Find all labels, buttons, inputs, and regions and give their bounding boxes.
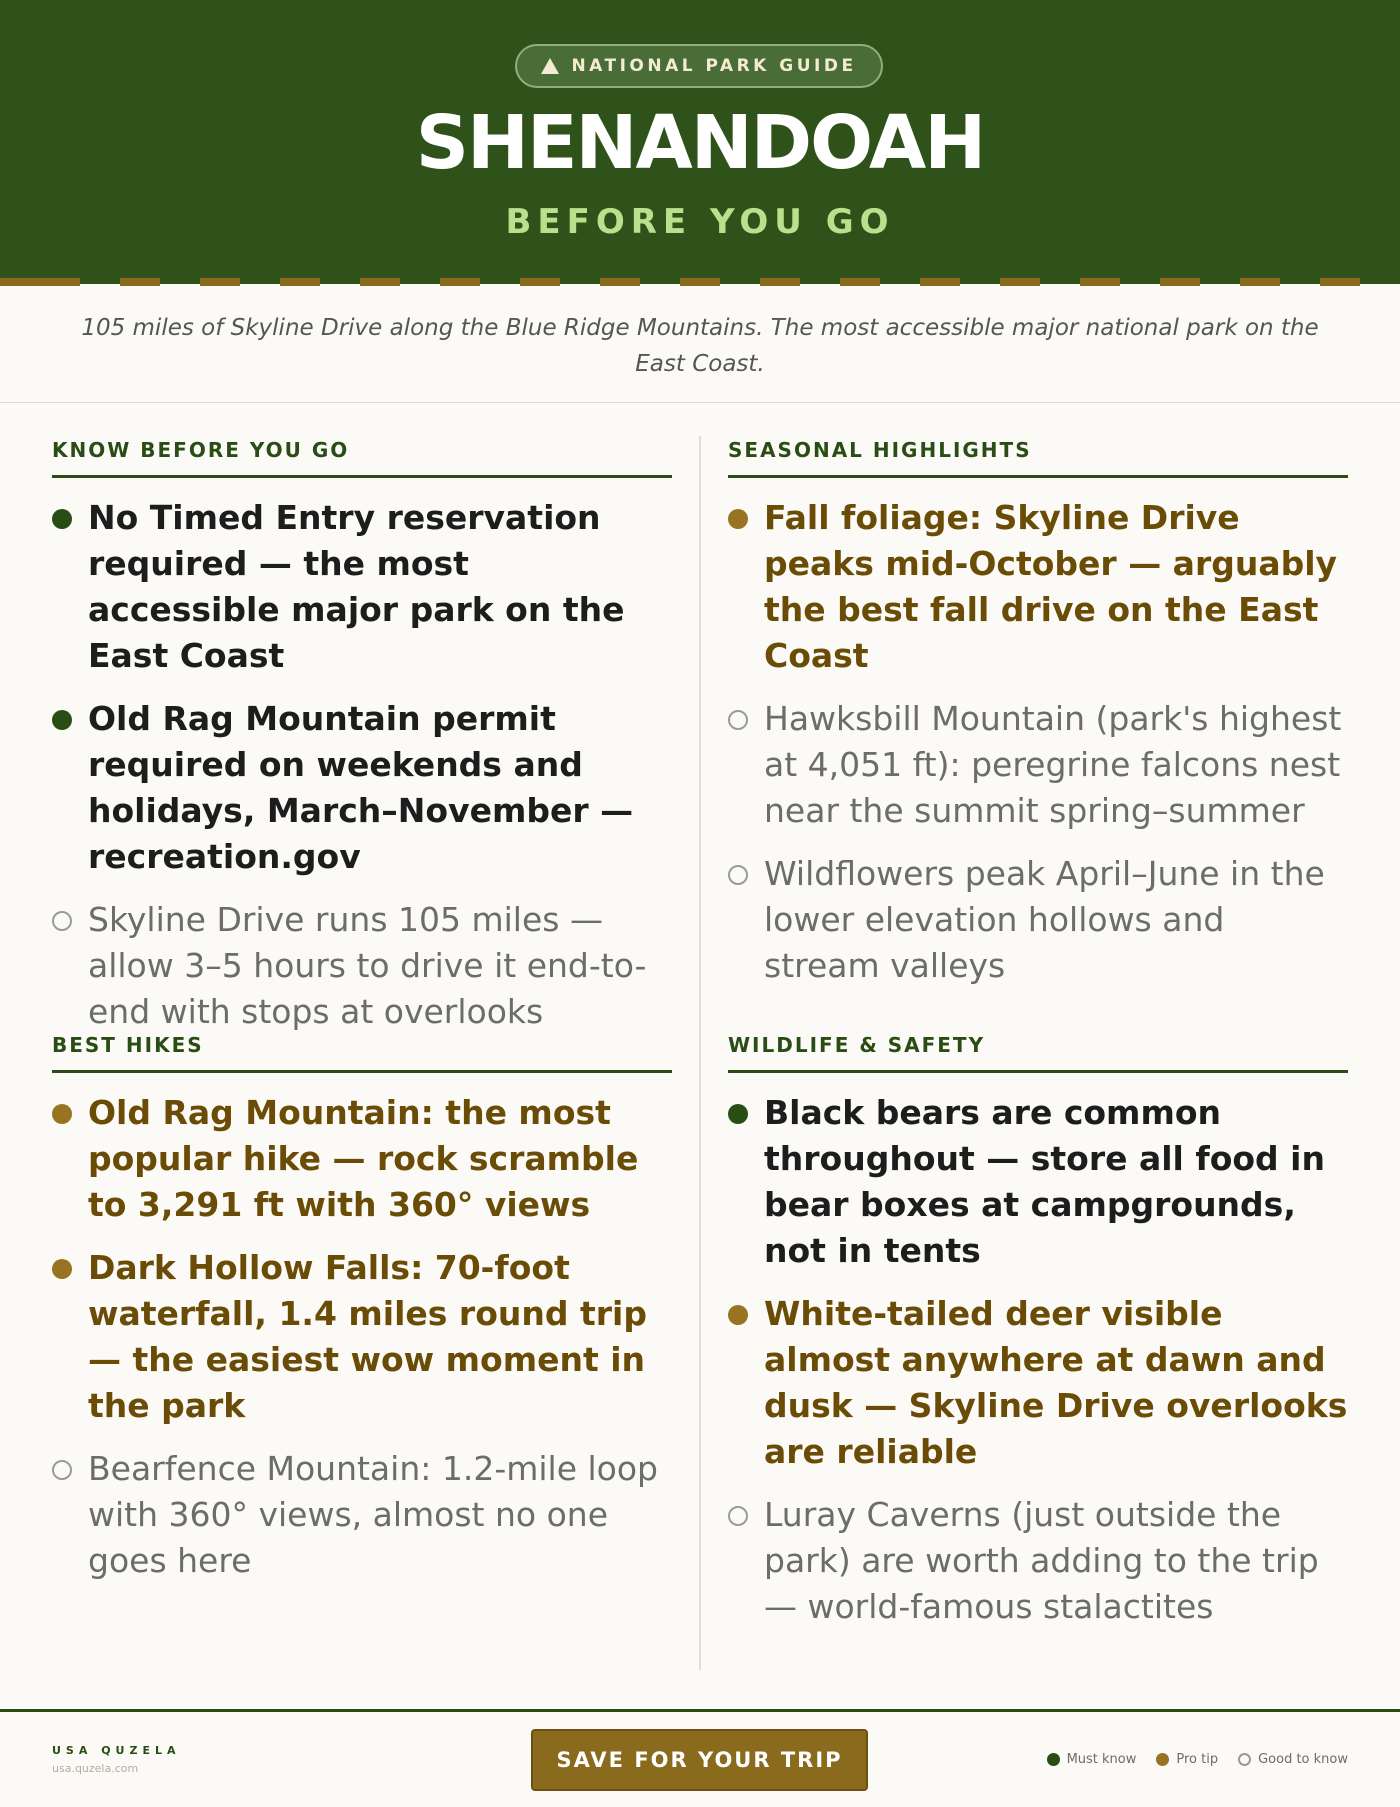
legend-label: Must know — [1066, 1752, 1137, 1767]
pro-tip-dot-icon — [728, 509, 748, 529]
list-item — [728, 851, 1348, 989]
footer-divider — [0, 1709, 1400, 1712]
list-item — [728, 495, 1348, 679]
header — [0, 0, 1400, 284]
item-text: No Timed Entry reservation required — the most accessible major park on the East Coast — [88, 498, 625, 675]
list-item — [728, 1291, 1348, 1475]
dashed-divider — [0, 278, 1400, 286]
badge-label: NATIONAL PARK GUIDE — [571, 56, 857, 76]
must-know-dot-icon — [728, 1104, 748, 1124]
good-to-know-circle-icon — [728, 1506, 748, 1526]
legend-good-to-know — [1238, 1752, 1348, 1767]
pro-tip-dot-icon — [52, 1259, 72, 1279]
section-title: SEASONAL HIGHLIGHTS — [728, 438, 1348, 478]
intro-divider — [0, 402, 1400, 403]
section-title: WILDLIFE & SAFETY — [728, 1033, 1348, 1073]
pro-tip-dot-icon — [52, 1104, 72, 1124]
save-for-trip-button[interactable]: SAVE FOR YOUR TRIP — [531, 1729, 868, 1791]
must-know-dot-icon — [1047, 1753, 1060, 1766]
good-to-know-circle-icon — [728, 710, 748, 730]
section-know-before-you-go — [52, 438, 672, 1035]
must-know-dot-icon — [52, 710, 72, 730]
item-text: Old Rag Mountain: the most popular hike — rock scramble to 3,291 ft with 360° views — [88, 1093, 639, 1224]
item-text: Black bears are common throughout — store all food in bear boxes at campgrounds, not in tents — [764, 1093, 1325, 1270]
item-text: Wildflowers peak April–June in the lower elevation hollows and stream valleys — [764, 854, 1325, 985]
item-text: Skyline Drive runs 105 miles — allow 3–5 hours to drive it end-to-end with stops at overlooks — [88, 900, 647, 1031]
list-item — [728, 1492, 1348, 1630]
good-to-know-circle-icon — [52, 1460, 72, 1480]
list-item — [52, 1446, 672, 1584]
legend-pro-tip — [1156, 1752, 1218, 1767]
item-text: Hawksbill Mountain (park's highest at 4,051 ft): peregrine falcons nest near the summit spring–summer — [764, 699, 1342, 830]
legend-label: Pro tip — [1176, 1752, 1219, 1767]
item-text: Luray Caverns (just outside the park) are worth adding to the trip — world-famous stalactites — [764, 1495, 1319, 1626]
good-to-know-circle-icon — [1238, 1753, 1251, 1766]
item-text: Old Rag Mountain permit required on weekends and holidays, March–November — recreation.gov — [88, 699, 634, 876]
item-text: Dark Hollow Falls: 70-foot waterfall, 1.4 miles round trip — the easiest wow moment in the park — [88, 1248, 647, 1425]
guide-badge — [515, 44, 883, 88]
list-item — [52, 897, 672, 1035]
legend-label: Good to know — [1258, 1752, 1348, 1767]
mountain-icon — [541, 58, 559, 74]
list-item — [52, 495, 672, 679]
item-text: White-tailed deer visible almost anywhere at dawn and dusk — Skyline Drive overlooks are reliable — [764, 1294, 1348, 1471]
section-seasonal-highlights — [728, 438, 1348, 989]
item-text: Fall foliage: Skyline Drive peaks mid-October — arguably the best fall drive on the East Coast — [764, 498, 1338, 675]
list-item — [52, 1245, 672, 1429]
legend — [1027, 1752, 1348, 1767]
must-know-dot-icon — [52, 509, 72, 529]
good-to-know-circle-icon — [728, 865, 748, 885]
list-item — [728, 696, 1348, 834]
section-wildlife-safety — [728, 1033, 1348, 1630]
brand-name: USA QUZELA — [52, 1744, 181, 1757]
legend-must-know — [1047, 1752, 1137, 1767]
page-title: SHENANDOAH — [415, 100, 985, 186]
list-item — [52, 1090, 672, 1228]
column-divider — [699, 436, 701, 1670]
pro-tip-dot-icon — [1156, 1753, 1169, 1766]
item-text: Bearfence Mountain: 1.2-mile loop with 360° views, almost no one goes here — [88, 1449, 659, 1580]
list-item — [728, 1090, 1348, 1274]
intro-text: 105 miles of Skyline Drive along the Blue Ridge Mountains. The most accessible major national park on the East Coast. — [81, 315, 1319, 377]
section-title: KNOW BEFORE YOU GO — [52, 438, 672, 478]
section-title: BEST HIKES — [52, 1033, 672, 1073]
page-subtitle: BEFORE YOU GO — [505, 202, 895, 242]
good-to-know-circle-icon — [52, 911, 72, 931]
section-best-hikes — [52, 1033, 672, 1584]
brand-url: usa.quzela.com — [52, 1762, 139, 1775]
pro-tip-dot-icon — [728, 1305, 748, 1325]
list-item — [52, 696, 672, 880]
